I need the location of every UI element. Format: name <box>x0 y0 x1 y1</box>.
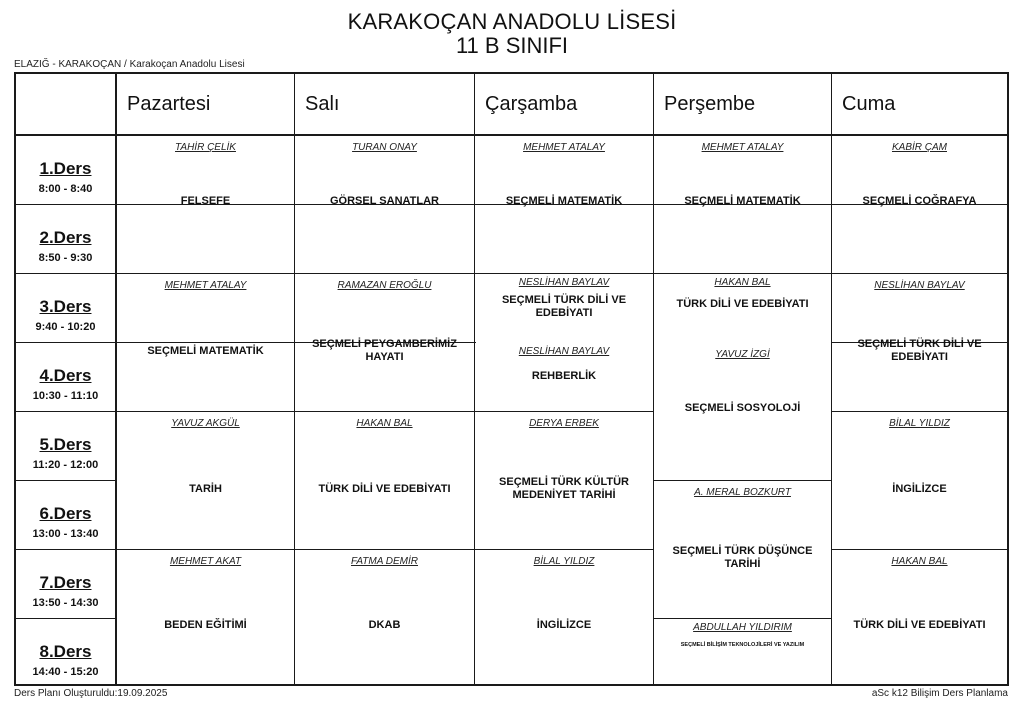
school-location: ELAZIĞ - KARAKOÇAN / Karakoçan Anadolu Lisesi <box>14 59 245 70</box>
lesson-cell <box>475 412 653 549</box>
lesson-cell <box>475 343 653 411</box>
lesson-cell <box>475 274 653 342</box>
lesson-cell <box>654 481 831 618</box>
day-header-persembe: Perşembe <box>664 92 756 115</box>
subject-name: DKAB <box>368 619 401 631</box>
lesson-cell <box>832 136 1007 273</box>
day-header-carsamba: Çarşamba <box>485 92 578 115</box>
day-header-cuma: Cuma <box>842 92 896 115</box>
period-name: 1.Ders <box>39 159 92 178</box>
teacher-name: FATMA DEMİR <box>350 556 419 567</box>
teacher-name: YAVUZ AKGÜL <box>171 418 240 429</box>
period-8 <box>16 642 115 678</box>
teacher-name: NESLİHAN BAYLAV <box>518 346 610 357</box>
period-time: 13:00 - 13:40 <box>32 528 99 540</box>
lesson-cell <box>832 550 1007 684</box>
teacher-name: RAMAZAN EROĞLU <box>337 280 432 291</box>
subject-name: TÜRK DİLİ VE EDEBİYATI <box>318 482 451 495</box>
subject-name: SEÇMELİ BİLİŞİM TEKNOLOJİLERİ VE YAZILIM <box>680 642 805 648</box>
subject-name: SEÇMELİ TÜRK DÜŞÜNCE TARİHİ <box>672 545 813 570</box>
subject-name: SEÇMELİ TÜRK KÜLTÜR MEDENİYET TARİHİ <box>499 476 629 501</box>
teacher-name: HAKAN BAL <box>891 556 948 567</box>
subject-name: SEÇMELİ MATEMATİK <box>505 194 623 207</box>
lesson-cell <box>475 136 653 273</box>
lesson-cell <box>295 136 474 273</box>
subject-name: SEÇMELİ TÜRK DİLİ VE EDEBİYATI <box>501 294 627 319</box>
teacher-name: ABDULLAH YILDIRIM <box>693 622 792 633</box>
teacher-name: DERYA ERBEK <box>529 418 599 429</box>
grid-line <box>16 480 115 481</box>
lesson-cell <box>475 550 653 684</box>
lesson-cell <box>117 274 294 411</box>
period-name: 5.Ders <box>39 435 92 454</box>
timetable-grid <box>14 72 1009 686</box>
subject-name: SEÇMELİ MATEMATİK <box>684 194 801 207</box>
subject-name: SEÇMELİ SOSYOLOJİ <box>684 401 801 414</box>
period-time: 9:40 - 10:20 <box>35 321 96 333</box>
period-name: 8.Ders <box>39 642 92 661</box>
period-time: 13:50 - 14:30 <box>32 597 99 609</box>
subject-name: SEÇMELİ TÜRK DİLİ VE EDEBİYATI <box>857 338 982 363</box>
period-3 <box>16 297 115 333</box>
lesson-cell <box>117 136 294 273</box>
lesson-cell <box>654 136 831 273</box>
teacher-name: A. MERAL BOZKURT <box>694 487 791 498</box>
lesson-cell <box>295 412 474 549</box>
teacher-name: KABİR ÇAM <box>891 142 947 153</box>
teacher-name: MEHMET ATALAY <box>164 280 247 291</box>
created-date: Ders Planı Oluşturuldu:19.09.2025 <box>14 688 168 699</box>
subject-name: SEÇMELİ MATEMATİK <box>147 344 264 357</box>
subject-name: SEÇMELİ PEYGAMBERİMİZ HAYATI <box>312 338 457 363</box>
period-7 <box>16 573 115 609</box>
subject-name: TARİH <box>189 482 222 495</box>
day-header-pazartesi: Pazartesi <box>127 92 211 115</box>
teacher-name: HAKAN BAL <box>356 418 413 429</box>
software-credit: aSc k12 Bilişim Ders Planlama <box>871 688 1008 699</box>
period-5 <box>16 435 115 471</box>
teacher-name: NESLİHAN BAYLAV <box>874 280 965 291</box>
class-name: 11 B SINIFI <box>455 33 569 58</box>
teacher-name: YAVUZ İZGİ <box>715 349 770 360</box>
grid-line <box>16 618 115 619</box>
subject-name: BEDEN EĞİTİMİ <box>164 619 247 631</box>
period-name: 2.Ders <box>39 228 92 247</box>
lesson-cell <box>654 343 831 480</box>
teacher-name: HAKAN BAL <box>714 277 771 288</box>
lesson-cell <box>654 619 831 684</box>
period-time: 10:30 - 11:10 <box>32 390 99 402</box>
period-6 <box>16 504 115 540</box>
subject-name: GÖRSEL SANATLAR <box>330 194 439 207</box>
period-name: 7.Ders <box>39 573 92 592</box>
subject-name: TÜRK DİLİ VE EDEBİYATI <box>676 298 809 310</box>
teacher-name: MEHMET ATALAY <box>701 142 784 153</box>
lesson-cell <box>295 550 474 684</box>
period-name: 4.Ders <box>39 366 92 385</box>
period-time: 8:50 - 9:30 <box>38 252 93 264</box>
subject-name: TÜRK DİLİ VE EDEBİYATI <box>853 619 986 631</box>
lesson-cell <box>832 412 1007 549</box>
day-header-sali: Salı <box>305 92 340 115</box>
period-time: 11:20 - 12:00 <box>32 459 99 471</box>
teacher-name: TURAN ONAY <box>352 142 417 153</box>
subject-name: SEÇMELİ COĞRAFYA <box>862 194 977 207</box>
lesson-cell <box>117 412 294 549</box>
period-time: 14:40 - 15:20 <box>32 666 99 678</box>
period-name: 3.Ders <box>39 297 92 316</box>
lesson-cell <box>295 274 474 411</box>
lesson-cell <box>654 274 831 342</box>
subject-name: FELSEFE <box>180 194 231 207</box>
period-name: 6.Ders <box>39 504 92 523</box>
subject-name: İNGİLİZCE <box>892 482 947 495</box>
teacher-name: MEHMET AKAT <box>169 556 242 567</box>
teacher-name: BİLAL YILDIZ <box>889 418 950 429</box>
period-2 <box>16 228 115 264</box>
teacher-name: NESLİHAN BAYLAV <box>518 277 610 288</box>
period-time: 8:00 - 8:40 <box>38 183 93 195</box>
teacher-name: MEHMET ATALAY <box>523 142 605 153</box>
subject-name: REHBERLİK <box>531 370 597 382</box>
teacher-name: TAHİR ÇELİK <box>175 142 236 153</box>
lesson-cell <box>832 274 1007 411</box>
lesson-cell <box>117 550 294 684</box>
period-4 <box>16 366 115 402</box>
teacher-name: BİLAL YILDIZ <box>533 556 595 567</box>
school-name: KARAKOÇAN ANADOLU LİSESİ <box>347 9 677 34</box>
period-1 <box>16 159 115 195</box>
subject-name: İNGİLİZCE <box>536 619 592 631</box>
